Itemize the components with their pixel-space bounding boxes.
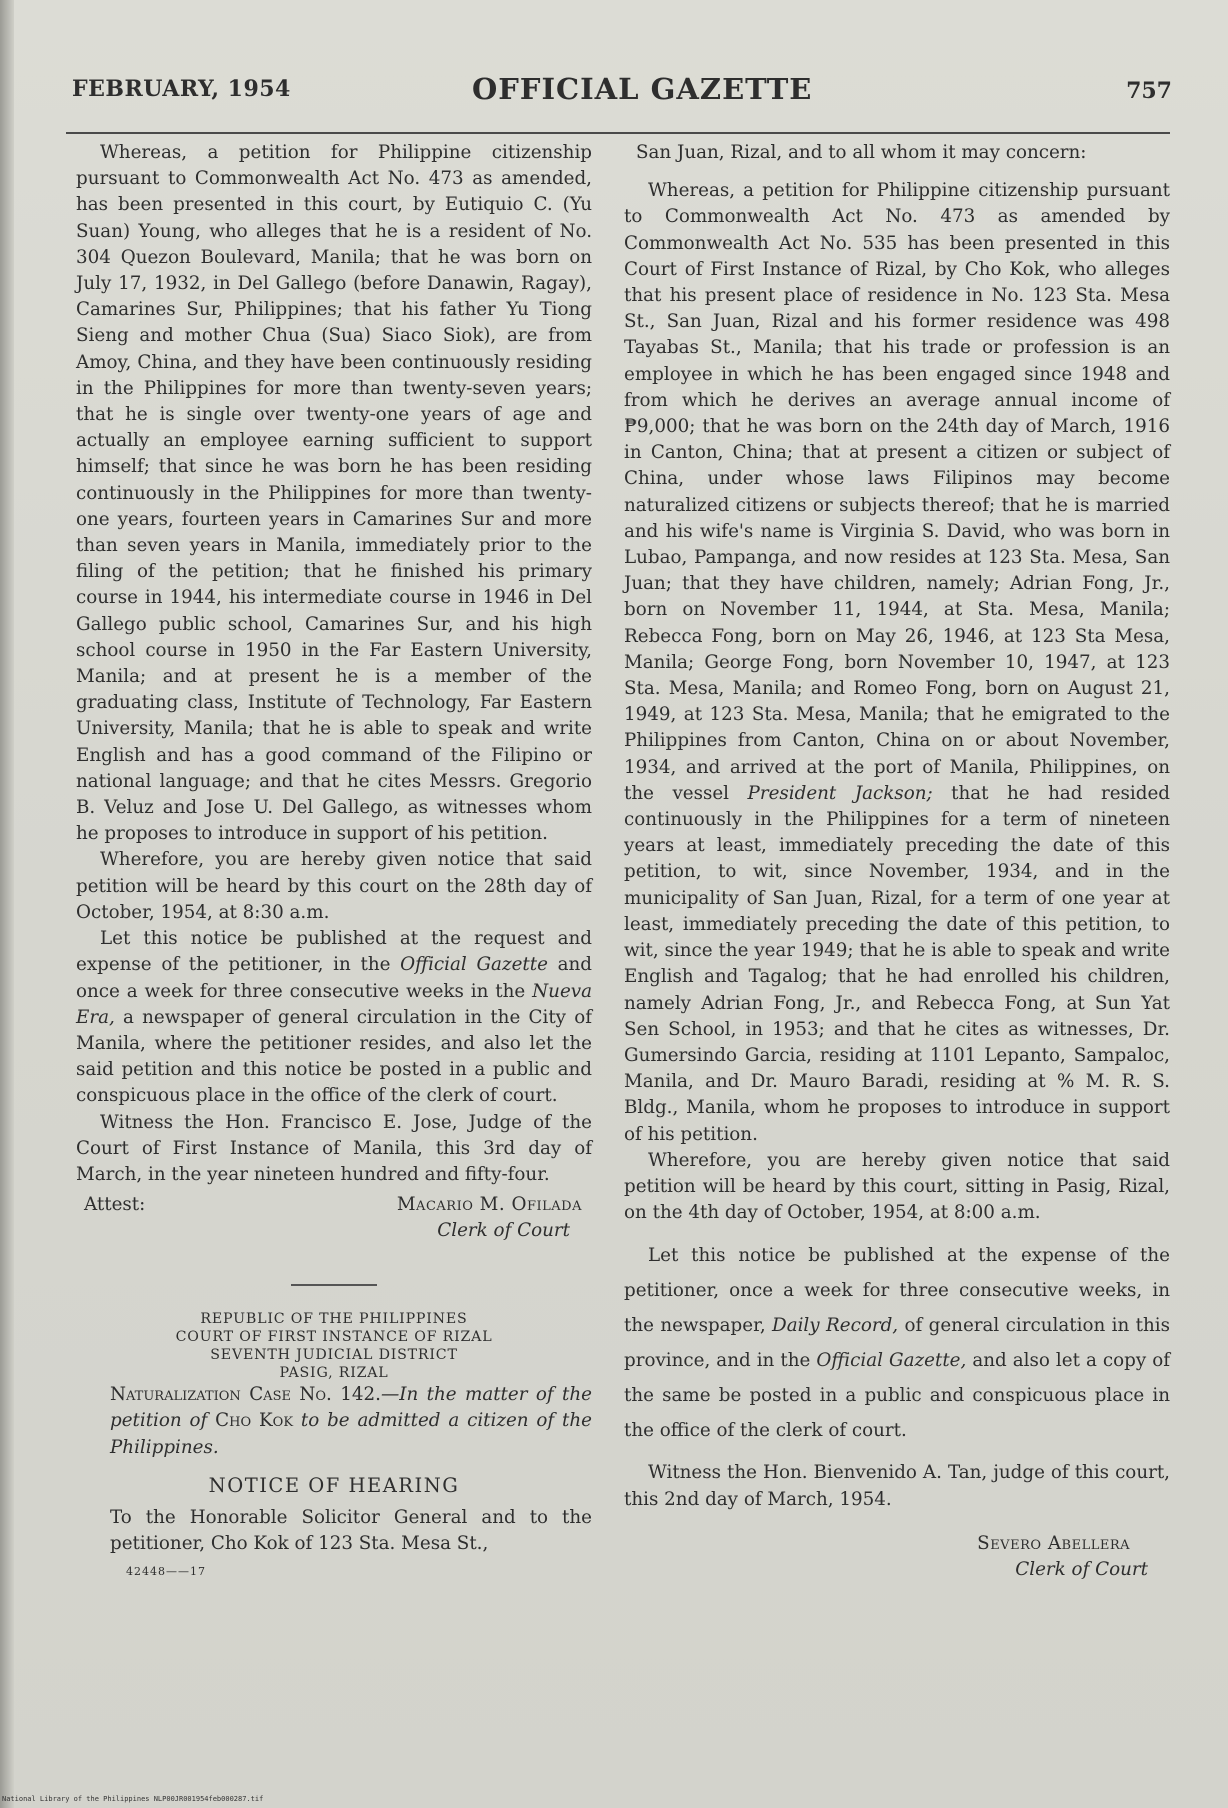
young-publication-paragraph: Let this notice be published at the request and expense of the petitioner, in the Official Gazette and once a week for three consecutive weeks in the Nueva Era, a newspaper of general circulation in the City of Manila, where the petitioner resides, and also let the said petition and this notice be posted in a public and conspicuous place in the office of the clerk of court. xyxy=(76,928,592,1107)
case-caption: Naturalization Case No. 142.—In the matter of the petition of Cho Kok to be admitted a citizen of the Philippines. xyxy=(110,1384,592,1458)
print-code: 42448——17 xyxy=(126,1565,206,1579)
addressee: To the Honorable Solicitor General and to the petitioner, Cho Kok of 123 Sta. Mesa St., xyxy=(110,1506,592,1555)
section-divider xyxy=(291,1284,377,1286)
page-header xyxy=(72,66,1172,110)
cho-kok-publication-paragraph: Let this notice be published at the expense of the petitioner, once a week for three consecutive weeks, in the newspaper, Daily Record, of general circulation in this province, and in the Official Gazette, and also let a copy of the same be posted in a public and conspicuous place in the office of the clerk of court. xyxy=(624,1245,1170,1442)
header-rule xyxy=(66,132,1170,134)
right-column xyxy=(624,140,1170,1591)
clerk-name: Macario M. Ofilada xyxy=(396,1194,582,1216)
young-hearing-paragraph: Wherefore, you are hereby given notice that said petition will be heard by this court on the 28th day of October, 1954, at 8:30 a.m. xyxy=(76,849,592,923)
young-petition-paragraph: Whereas, a petition for Philippine citizenship pursuant to Commonwealth Act No. 473 as amended, has been presented in this court, by Eutiquio C. (Yu Suan) Young, who alleges that he is a resident of No. 304 Quezon Boulevard, Manila; that he was born on July 17, 1932, in Del Gallego (before Danawin, Ragay), Camarines Sur, Philippines; that his father Yu Tiong Sieng and mother Chua (Sua) Siaco Siok), are from Amoy, China, and they have been continuously residing in the Philippines for more than twenty-seven years; that he is single over twenty-one years of age and actually an employee earning sufficient to support himself; that since he was born he has been residing continuously in the Philippines for more than twenty-one years, fourteen years in Camarines Sur and more than seven years in Manila, immediately prior to the filing of the petition; that he finished his primary course in 1944, his intermediate course in 1946 in Del Gallego public school, Camarines Sur, and his high school course in 1950 in the Far Eastern University, Manila; and at present he is a member of the graduating class, Institute of Technology, Far Eastern University, Manila; that he is able to speak and write English and has a good command of the Filipino or national language; and that he cites Messrs. Gregorio B. Veluz and Jose U. Del Gallego, as witnesses whom he proposes to introduce in support of his petition. xyxy=(76,142,592,845)
page-number: 757 xyxy=(1126,78,1172,104)
clerk-name-right: Severo Abellera xyxy=(977,1532,1130,1554)
young-witness-paragraph: Witness the Hon. Francisco E. Jose, Judge of the Court of First Instance of Manila, this 3rd day of March, in the year nineteen hundred and fifty-four. xyxy=(76,1111,592,1185)
header-date: FEBRUARY, 1954 xyxy=(72,76,291,102)
cho-kok-petition-paragraph: Whereas, a petition for Philippine citizenship pursuant to Commonwealth Act No. 473 as amended by Commonwealth Act No. 535 has been presented in this Court of First Instance of Rizal, by Cho Kok, who alleges that his present place of residence in No. 123 Sta. Mesa St., San Juan, Rizal and his former residence was 498 Tayabas St., Manila; that his trade or profession is an employee in which he has been engaged since 1948 and from which he derives an average annual income of ₱9,000; that he was born on the 24th day of March, 1916 in Canton, China; that at present a citizen or subject of China, under whose laws Filipinos may become naturalized citizens or subjects thereof; that he is married and his wife's name is Virginia S. David, who was born in Lubao, Pampanga, and now resides at 123 Sta. Mesa, San Juan; that they have children, namely; Adrian Fong, Jr., born on November 11, 1944, at Sta. Mesa, Manila; Rebecca Fong, born on May 26, 1946, at 123 Sta Mesa, Manila; George Fong, born November 10, 1947, at 123 Sta. Mesa, Manila; and Romeo Fong, born on August 21, 1949, at 123 Sta. Mesa, Manila; that he emigrated to the Philippines from Canton, China on or about November, 1934, and arrived at the port of Manila, Philippines, on the vessel President Jackson; that he had resided continuously in the Philippines for a term of nineteen years at least, immediately preceding the date of this petition, to wit, since November, 1934, and in the municipality of San Juan, Rizal, for a term of one year at least, immediately preceding the date of this petition, to wit, since the year 1949; that he is able to speak and write English and Tagalog; that he had enrolled his children, namely Adrian Fong, Jr., and Rebecca Fong, at Sun Yat Sen School, in 1953; and that he cites as witnesses, Dr. Gumersindo Garcia, residing at 1101 Lepanto, Sampaloc, Manila, and Dr. Mauro Baradi, residing at % M. R. S. Bldg., Manila, whom he proposes to introduce in support of his petition. xyxy=(624,180,1171,1145)
scan-footer: National Library of the Philippines NLP00JR001954feb000287.tif xyxy=(2,1795,264,1803)
header-title: OFFICIAL GAZETTE xyxy=(472,72,813,106)
clerk-title: Clerk of Court xyxy=(437,1220,570,1242)
addressee-continuation: San Juan, Rizal, and to all whom it may concern: xyxy=(636,142,1087,163)
scan-binding-edge xyxy=(0,0,14,1808)
cho-kok-witness-paragraph: Witness the Hon. Bienvenido A. Tan, judge of this court, this 2nd day of March, 1954. xyxy=(624,1462,1170,1510)
left-column xyxy=(76,140,592,1586)
cho-kok-hearing-paragraph: Wherefore, you are hereby given notice that said petition will be heard by this court, sitting in Pasig, Rizal, on the 4th day of October, 1954, at 8:00 a.m. xyxy=(624,1149,1170,1224)
attest-signature xyxy=(76,1192,592,1246)
attest-label: Attest: xyxy=(84,1194,146,1216)
notice-heading: NOTICE OF HEARING xyxy=(208,1473,460,1497)
clerk-title-right: Clerk of Court xyxy=(1015,1558,1148,1580)
court-heading: REPUBLIC OF THE PHILIPPINES COURT OF FIRST INSTANCE OF RIZAL SEVENTH JUDICIAL DISTRICT PASIG, RIZAL xyxy=(175,1311,493,1382)
right-signature xyxy=(624,1531,1170,1591)
